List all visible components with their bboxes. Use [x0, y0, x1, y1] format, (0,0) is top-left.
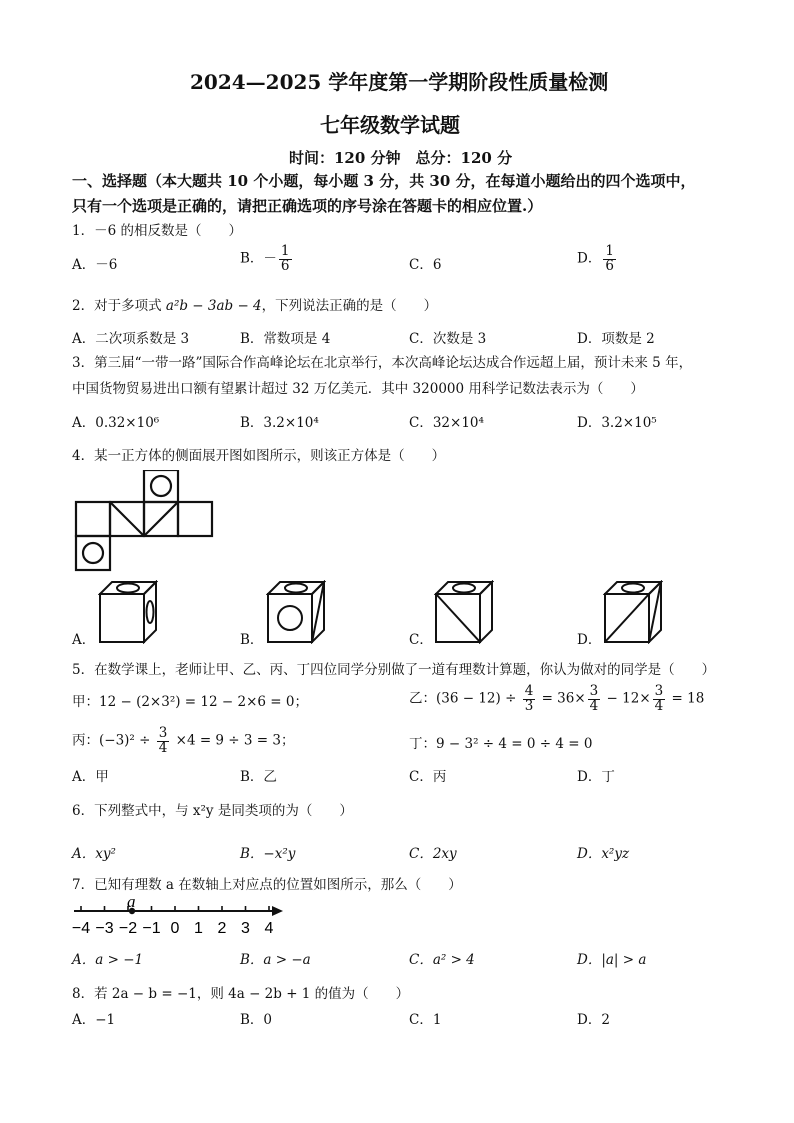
q5-option-d: D．丁: [577, 769, 615, 785]
q4-cube-a: [98, 580, 158, 644]
q4-cube-b: [266, 580, 326, 644]
q1-option-b: B．－ $\frac{1}{6}$: [240, 243, 290, 274]
q4-cube-c: [434, 580, 494, 644]
q1-option-c: C．6: [409, 257, 442, 273]
q3-option-d: D．3.2×10⁵: [577, 415, 657, 431]
number-line-tick-label: 0: [170, 920, 180, 937]
question-8-stem: 8．若 2a − b = −1，则 4a − 2b + 1 的值为（ ）: [72, 986, 410, 1002]
number-line-tick-label: −3: [95, 920, 114, 937]
question-2-stem: 2．对于多项式 a²b − 3ab − 4，下列说法正确的是（ ）: [72, 298, 438, 314]
q8-option-c: C．1: [409, 1012, 442, 1028]
q4-option-a: A．: [72, 632, 96, 648]
q4-option-b: B．: [240, 632, 264, 648]
q2-option-c: C．次数是 3: [409, 331, 487, 347]
question-1-stem: 1．－6 的相反数是（ ）: [72, 223, 242, 239]
q3-option-a: A．0.32×10⁶: [72, 415, 160, 431]
question-6-stem: 6．下列整式中，与 x²y 是同类项的为（ ）: [72, 803, 353, 819]
q1-option-a: A．－6: [72, 257, 118, 273]
number-line-tick-label: −4: [72, 920, 91, 937]
q8-option-a: A．−1: [72, 1012, 116, 1028]
q1-option-d: D． $\frac{1}{6}$: [577, 243, 614, 274]
section-instructions-line1: 一、选择题（本大题共 10 个小题，每小题 3 分，共 30 分，在每道小题给出的四个选项中，: [72, 172, 696, 190]
q6-option-d: D．x²yz: [577, 846, 630, 862]
cube-net-figure: [74, 470, 216, 572]
q3-option-b: B．3.2×10⁴: [240, 415, 319, 431]
question-5-stem: 5．在数学课上，老师让甲、乙、丙、丁四位同学分别做了一道有理数计算题，你认为做对的同学是（ ）: [72, 662, 716, 678]
number-line-tick-label: 3: [241, 920, 250, 937]
number-line-tick-label: 4: [264, 920, 274, 937]
number-line-tick-label: 1: [194, 920, 203, 937]
number-line-tick-label: −1: [142, 920, 161, 937]
number-line-tick-label: −2: [118, 920, 138, 937]
q4-cube-d: [603, 580, 663, 644]
section-instructions-line2: 只有一个选项是正确的，请把正确选项的序号涂在答题卡的相应位置.）: [72, 197, 543, 215]
q5-jia: 甲：12 − (2×3²) = 12 − 2×6 = 0；: [72, 694, 308, 710]
number-line-tick-label: 2: [217, 920, 227, 937]
q5-yi: 乙：(36 − 12) ÷ $\frac{4}{3}$ = 36× $\frac{3}{4}$ − 12× $\frac{3}{4}$ = 18: [409, 683, 705, 714]
q7-option-a: A．a > −1: [72, 952, 144, 968]
number-line-point-label: a: [127, 893, 136, 911]
q4-option-d: D．: [577, 632, 602, 648]
q8-option-b: B．0: [240, 1012, 273, 1028]
question-4-stem: 4．某一正方体的侧面展开图如图所示，则该正方体是（ ）: [72, 448, 446, 464]
question-3-line2: 中国货物贸易进出口额有望累计超过 32 万亿美元．其中 320000 用科学记数法表示为（ ）: [72, 381, 644, 397]
question-7-stem: 7．已知有理数 a 在数轴上对应点的位置如图所示，那么（ ）: [72, 877, 462, 893]
question-3-line1: 3．第三届“一带一路”国际合作高峰论坛在北京举行，本次高峰论坛达成合作远超上届，预计未来 5 年，: [72, 355, 693, 371]
q2-option-b: B．常数项是 4: [240, 331, 331, 347]
exam-meta: 时间：120 分钟 总分：120 分: [289, 149, 513, 167]
q7-option-c: C．a² > 4: [409, 952, 475, 968]
q2-option-d: D．项数是 2: [577, 331, 655, 347]
q5-bing: 丙：(−3)² ÷ $\frac{3}{4}$ ×4 = 9 ÷ 3 = 3；: [72, 725, 295, 756]
q6-option-b: B．−x²y: [240, 846, 296, 862]
q3-option-c: C．32×10⁴: [409, 415, 484, 431]
exam-subtitle: 七年级数学试题: [320, 113, 460, 137]
q7-option-b: B．a > −a: [240, 952, 311, 968]
q5-option-c: C．丙: [409, 769, 447, 785]
q8-option-d: D．2: [577, 1012, 610, 1028]
q5-option-b: B．乙: [240, 769, 277, 785]
q2-option-a: A．二次项系数是 3: [72, 331, 190, 347]
q6-option-a: A．xy²: [72, 846, 116, 862]
number-line-figure: [72, 893, 286, 938]
q4-option-c: C．: [409, 632, 433, 648]
q7-option-d: D．|a| > a: [577, 952, 647, 968]
exam-title: 2024—2025 学年度第一学期阶段性质量检测: [190, 70, 609, 94]
q6-option-c: C．2xy: [409, 846, 457, 862]
q5-option-a: A．甲: [72, 769, 109, 785]
q5-ding: 丁：9 − 3² ÷ 4 = 0 ÷ 4 = 0: [409, 736, 593, 752]
